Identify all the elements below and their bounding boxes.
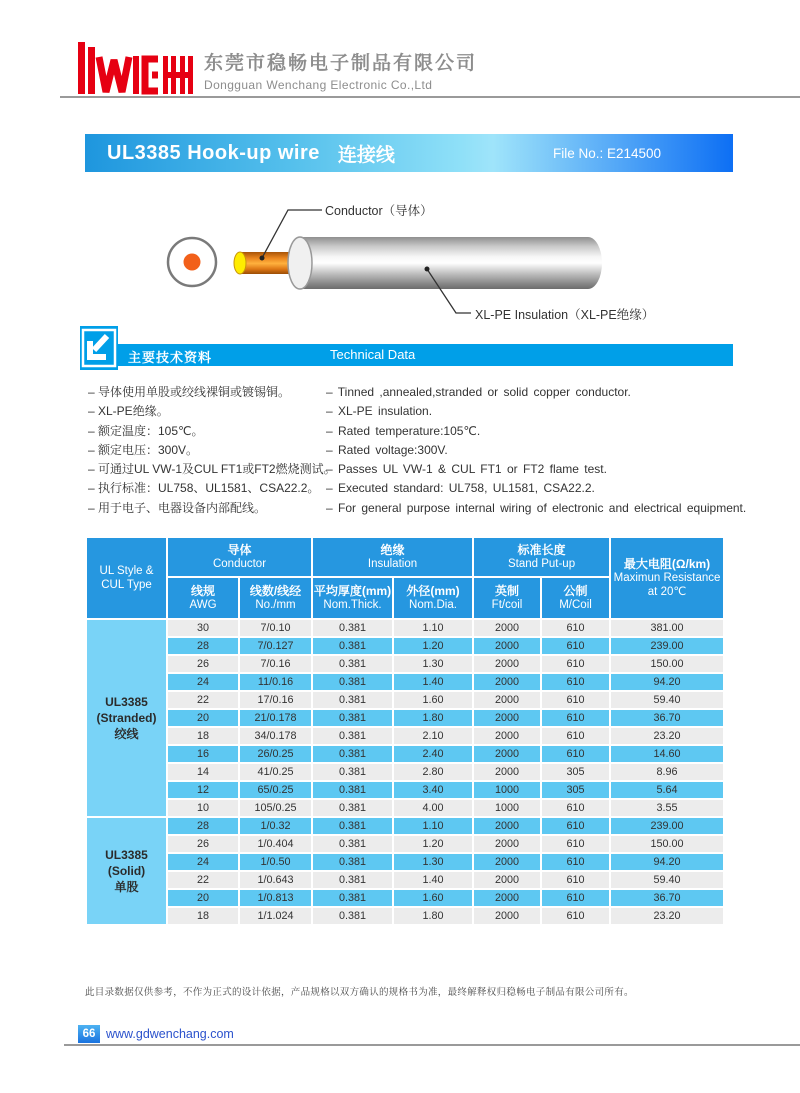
table-cell: 1.80 <box>394 908 472 924</box>
table-cell: 28 <box>168 638 238 654</box>
table-cell: 2.40 <box>394 746 472 762</box>
table-cell: 1/0.32 <box>240 818 311 834</box>
table-cell: 0.381 <box>313 854 392 870</box>
col-header-ft-coil: 英制 Ft/coil <box>474 578 540 618</box>
table-cell: 14 <box>168 764 238 780</box>
table-cell: 2000 <box>474 854 540 870</box>
table-cell: 26/0.25 <box>240 746 311 762</box>
tech-item: – 导体使用单股或绞线裸铜或镀锡铜。 <box>88 385 291 399</box>
table-row <box>87 764 723 780</box>
table-cell: 3.55 <box>611 800 723 816</box>
table-cell: 14.60 <box>611 746 723 762</box>
table-cell: 305 <box>542 764 609 780</box>
tech-item: – Rated temperature:105℃. <box>326 423 481 438</box>
table-cell: 7/0.16 <box>240 656 311 672</box>
table-row <box>87 818 723 834</box>
section-title-cn: 主要技术资料 <box>128 350 213 365</box>
table-cell: 2000 <box>474 638 540 654</box>
table-cell: 0.381 <box>313 800 392 816</box>
tech-item: – XL-PE insulation. <box>326 404 433 419</box>
table-row <box>87 800 723 816</box>
table-cell: 381.00 <box>611 620 723 636</box>
table-cell: 2000 <box>474 872 540 888</box>
table-cell: 1.60 <box>394 890 472 906</box>
col-group-insulation: 绝缘 Insulation <box>313 538 472 576</box>
table-cell: 36.70 <box>611 890 723 906</box>
table-cell: 610 <box>542 890 609 906</box>
technical-data-bar <box>98 344 733 366</box>
table-cell: 0.381 <box>313 656 392 672</box>
table-cell: 1/0.50 <box>240 854 311 870</box>
conductor-label: Conductor（导体） <box>325 204 433 218</box>
table-cell: 23.20 <box>611 728 723 744</box>
table-row <box>87 692 723 708</box>
company-name-en: Dongguan Wenchang Electronic Co.,Ltd <box>204 78 433 92</box>
table-cell: 1000 <box>474 782 540 798</box>
table-cell: 65/0.25 <box>240 782 311 798</box>
col-header-ul-style: UL Style & CUL Type <box>87 538 166 618</box>
table-cell: 28 <box>168 818 238 834</box>
table-cell: 1.80 <box>394 710 472 726</box>
table-cell: 22 <box>168 872 238 888</box>
table-cell: 3.40 <box>394 782 472 798</box>
table-cell: 18 <box>168 908 238 924</box>
table-row <box>87 656 723 672</box>
table-cell: 24 <box>168 674 238 690</box>
table-cell: 610 <box>542 746 609 762</box>
table-cell: 23.20 <box>611 908 723 924</box>
table-cell: 2000 <box>474 620 540 636</box>
table-cell: 7/0.127 <box>240 638 311 654</box>
table-row <box>87 620 723 636</box>
table-cell: 0.381 <box>313 674 392 690</box>
table-cell: 0.381 <box>313 620 392 636</box>
table-cell: 18 <box>168 728 238 744</box>
table-cell: 1/0.813 <box>240 890 311 906</box>
table-cell: 4.00 <box>394 800 472 816</box>
arrow-corner-icon <box>80 326 118 370</box>
table-cell: 1.30 <box>394 656 472 672</box>
table-cell: 10 <box>168 800 238 816</box>
table-cell: 0.381 <box>313 764 392 780</box>
table-cell: 2000 <box>474 890 540 906</box>
table-cell: 2000 <box>474 656 540 672</box>
table-cell: 0.381 <box>313 692 392 708</box>
table-row <box>87 890 723 906</box>
tech-item: – Executed standard: UL758, UL1581, CSA22.2. <box>326 481 595 496</box>
table-cell: 0.381 <box>313 728 392 744</box>
table-cell: 610 <box>542 872 609 888</box>
table-cell: 610 <box>542 836 609 852</box>
table-row <box>87 782 723 798</box>
product-title: UL3385 Hook-up wire <box>107 141 320 164</box>
table-cell: 2000 <box>474 764 540 780</box>
table-cell: 34/0.178 <box>240 728 311 744</box>
table-cell: 0.381 <box>313 782 392 798</box>
table-cell: 1.60 <box>394 692 472 708</box>
table-cell: 1/0.404 <box>240 836 311 852</box>
table-cell: 2000 <box>474 692 540 708</box>
table-cell: 0.381 <box>313 908 392 924</box>
footer-divider <box>64 1044 800 1046</box>
table-cell: 610 <box>542 728 609 744</box>
table-cell: 610 <box>542 800 609 816</box>
tech-item: – Passes UL VW-1 & CUL FT1 or FT2 flame test. <box>326 462 607 477</box>
tech-item: – 用于电子、电器设备内部配线。 <box>88 500 267 515</box>
col-group-conductor: 导体 Conductor <box>168 538 311 576</box>
tech-item: – Rated voltage:300V. <box>326 442 448 457</box>
tech-list-en <box>326 383 746 518</box>
tech-item: – For general purpose internal wiring of electronic and electrical equipment. <box>326 500 747 515</box>
spec-table <box>85 536 725 926</box>
table-cell: 610 <box>542 692 609 708</box>
table-cell: 2000 <box>474 710 540 726</box>
product-banner <box>85 134 733 172</box>
tech-item: – 可通过UL VW-1及CUL FT1或FT2燃烧测试。 <box>88 462 336 477</box>
insulation-drawing <box>288 237 602 289</box>
website-link[interactable]: www.gdwenchang.com <box>106 1027 234 1041</box>
table-cell: 12 <box>168 782 238 798</box>
table-cell: 150.00 <box>611 836 723 852</box>
table-cell: 610 <box>542 710 609 726</box>
tech-item: – XL-PE绝缘。 <box>88 404 169 419</box>
table-row <box>87 854 723 870</box>
table-cell: 610 <box>542 656 609 672</box>
file-number: File No.: E214500 <box>553 145 662 161</box>
table-cell: 2000 <box>474 908 540 924</box>
table-cell: 5.64 <box>611 782 723 798</box>
col-header-m-coil: 公制 M/Coil <box>542 578 609 618</box>
section-title-en: Technical Data <box>330 347 416 362</box>
table-cell: 150.00 <box>611 656 723 672</box>
tech-item: – 执行标准：UL758、UL1581、CSA22.2。 <box>88 481 320 496</box>
table-cell: 0.381 <box>313 836 392 852</box>
tech-item: – Tinned ,annealed,stranded or solid copper conductor. <box>326 385 631 399</box>
table-cell: 610 <box>542 854 609 870</box>
table-row <box>87 728 723 744</box>
table-cell: 26 <box>168 656 238 672</box>
table-cell: 11/0.16 <box>240 674 311 690</box>
table-cell: 41/0.25 <box>240 764 311 780</box>
table-cell: 94.20 <box>611 854 723 870</box>
table-cell: 22 <box>168 692 238 708</box>
table-cell: 59.40 <box>611 692 723 708</box>
table-cell: 610 <box>542 818 609 834</box>
table-row <box>87 836 723 852</box>
table-cell: 16 <box>168 746 238 762</box>
table-cell: 0.381 <box>313 638 392 654</box>
wch-logo-icon <box>76 40 198 96</box>
table-cell: 0.381 <box>313 890 392 906</box>
table-row <box>87 638 723 654</box>
col-header-nom-thick: 平均厚度(mm) Nom.Thick. <box>313 578 392 618</box>
table-cell: 26 <box>168 836 238 852</box>
table-cell: 239.00 <box>611 638 723 654</box>
table-cell: 1.10 <box>394 620 472 636</box>
table-cell: 0.381 <box>313 710 392 726</box>
table-cell: 610 <box>542 908 609 924</box>
table-cell: 610 <box>542 638 609 654</box>
table-cell: 1.20 <box>394 836 472 852</box>
table-cell: 610 <box>542 620 609 636</box>
insulation-label: XL-PE Insulation（XL-PE绝缘） <box>475 308 655 322</box>
table-cell: 7/0.10 <box>240 620 311 636</box>
table-cell: 2000 <box>474 746 540 762</box>
table-cell: 1.40 <box>394 674 472 690</box>
table-cell: 20 <box>168 710 238 726</box>
table-cell: 1.40 <box>394 872 472 888</box>
table-cell: 2000 <box>474 728 540 744</box>
table-cell: 2000 <box>474 674 540 690</box>
col-header-nom-dia: 外径(mm) Nom.Dia. <box>394 578 472 618</box>
col-header-no-mm: 线数/线经 No./mm <box>240 578 311 618</box>
table-row <box>87 908 723 924</box>
table-cell: 2000 <box>474 818 540 834</box>
table-cell: 1000 <box>474 800 540 816</box>
tech-item: – 额定电压：300V。 <box>88 442 199 457</box>
table-row <box>87 710 723 726</box>
col-header-awg: 线规 AWG <box>168 578 238 618</box>
tech-item: – 额定温度：105℃。 <box>88 423 204 438</box>
table-cell: 24 <box>168 854 238 870</box>
product-title-cn: 连接线 <box>337 144 395 166</box>
page-number-badge: 66 <box>78 1025 100 1043</box>
table-cell: 0.381 <box>313 872 392 888</box>
table-cell: 610 <box>542 674 609 690</box>
table-cell: 0.381 <box>313 818 392 834</box>
col-header-resistance: 最大电阻(Ω/km) Maximun Resistance at 20℃ <box>611 538 723 618</box>
table-cell: 239.00 <box>611 818 723 834</box>
table-cell: 0.381 <box>313 746 392 762</box>
row-group-label: UL3385 (Solid) 单股 <box>87 818 166 924</box>
company-name-cn: 东莞市稳畅电子制品有限公司 <box>204 53 478 74</box>
table-cell: 30 <box>168 620 238 636</box>
row-group-label: UL3385 (Stranded) 绞线 <box>87 620 166 816</box>
table-cell: 17/0.16 <box>240 692 311 708</box>
table-cell: 36.70 <box>611 710 723 726</box>
header-divider <box>60 96 800 98</box>
table-cell: 105/0.25 <box>240 800 311 816</box>
table-cell: 1/1.024 <box>240 908 311 924</box>
col-group-standput: 标准长度 Stand Put-up <box>474 538 609 576</box>
table-cell: 8.96 <box>611 764 723 780</box>
table-cell: 1.10 <box>394 818 472 834</box>
table-cell: 2.80 <box>394 764 472 780</box>
table-cell: 20 <box>168 890 238 906</box>
table-cell: 1.30 <box>394 854 472 870</box>
table-cell: 1.20 <box>394 638 472 654</box>
table-cell: 2000 <box>474 836 540 852</box>
table-row <box>87 746 723 762</box>
table-cell: 94.20 <box>611 674 723 690</box>
table-cell: 305 <box>542 782 609 798</box>
table-cell: 21/0.178 <box>240 710 311 726</box>
disclaimer-text: 此目录数据仅供参考，不作为正式的设计依据，产品规格以双方确认的规格书为准，最终解释权归稳畅电子制品有限公司所有。 <box>85 987 634 998</box>
table-row <box>87 872 723 888</box>
company-name-block <box>204 48 477 92</box>
table-cell: 2.10 <box>394 728 472 744</box>
wire-cross-section <box>168 238 216 286</box>
tech-list-cn <box>88 383 336 518</box>
table-cell: 1/0.643 <box>240 872 311 888</box>
table-row <box>87 674 723 690</box>
table-cell: 59.40 <box>611 872 723 888</box>
